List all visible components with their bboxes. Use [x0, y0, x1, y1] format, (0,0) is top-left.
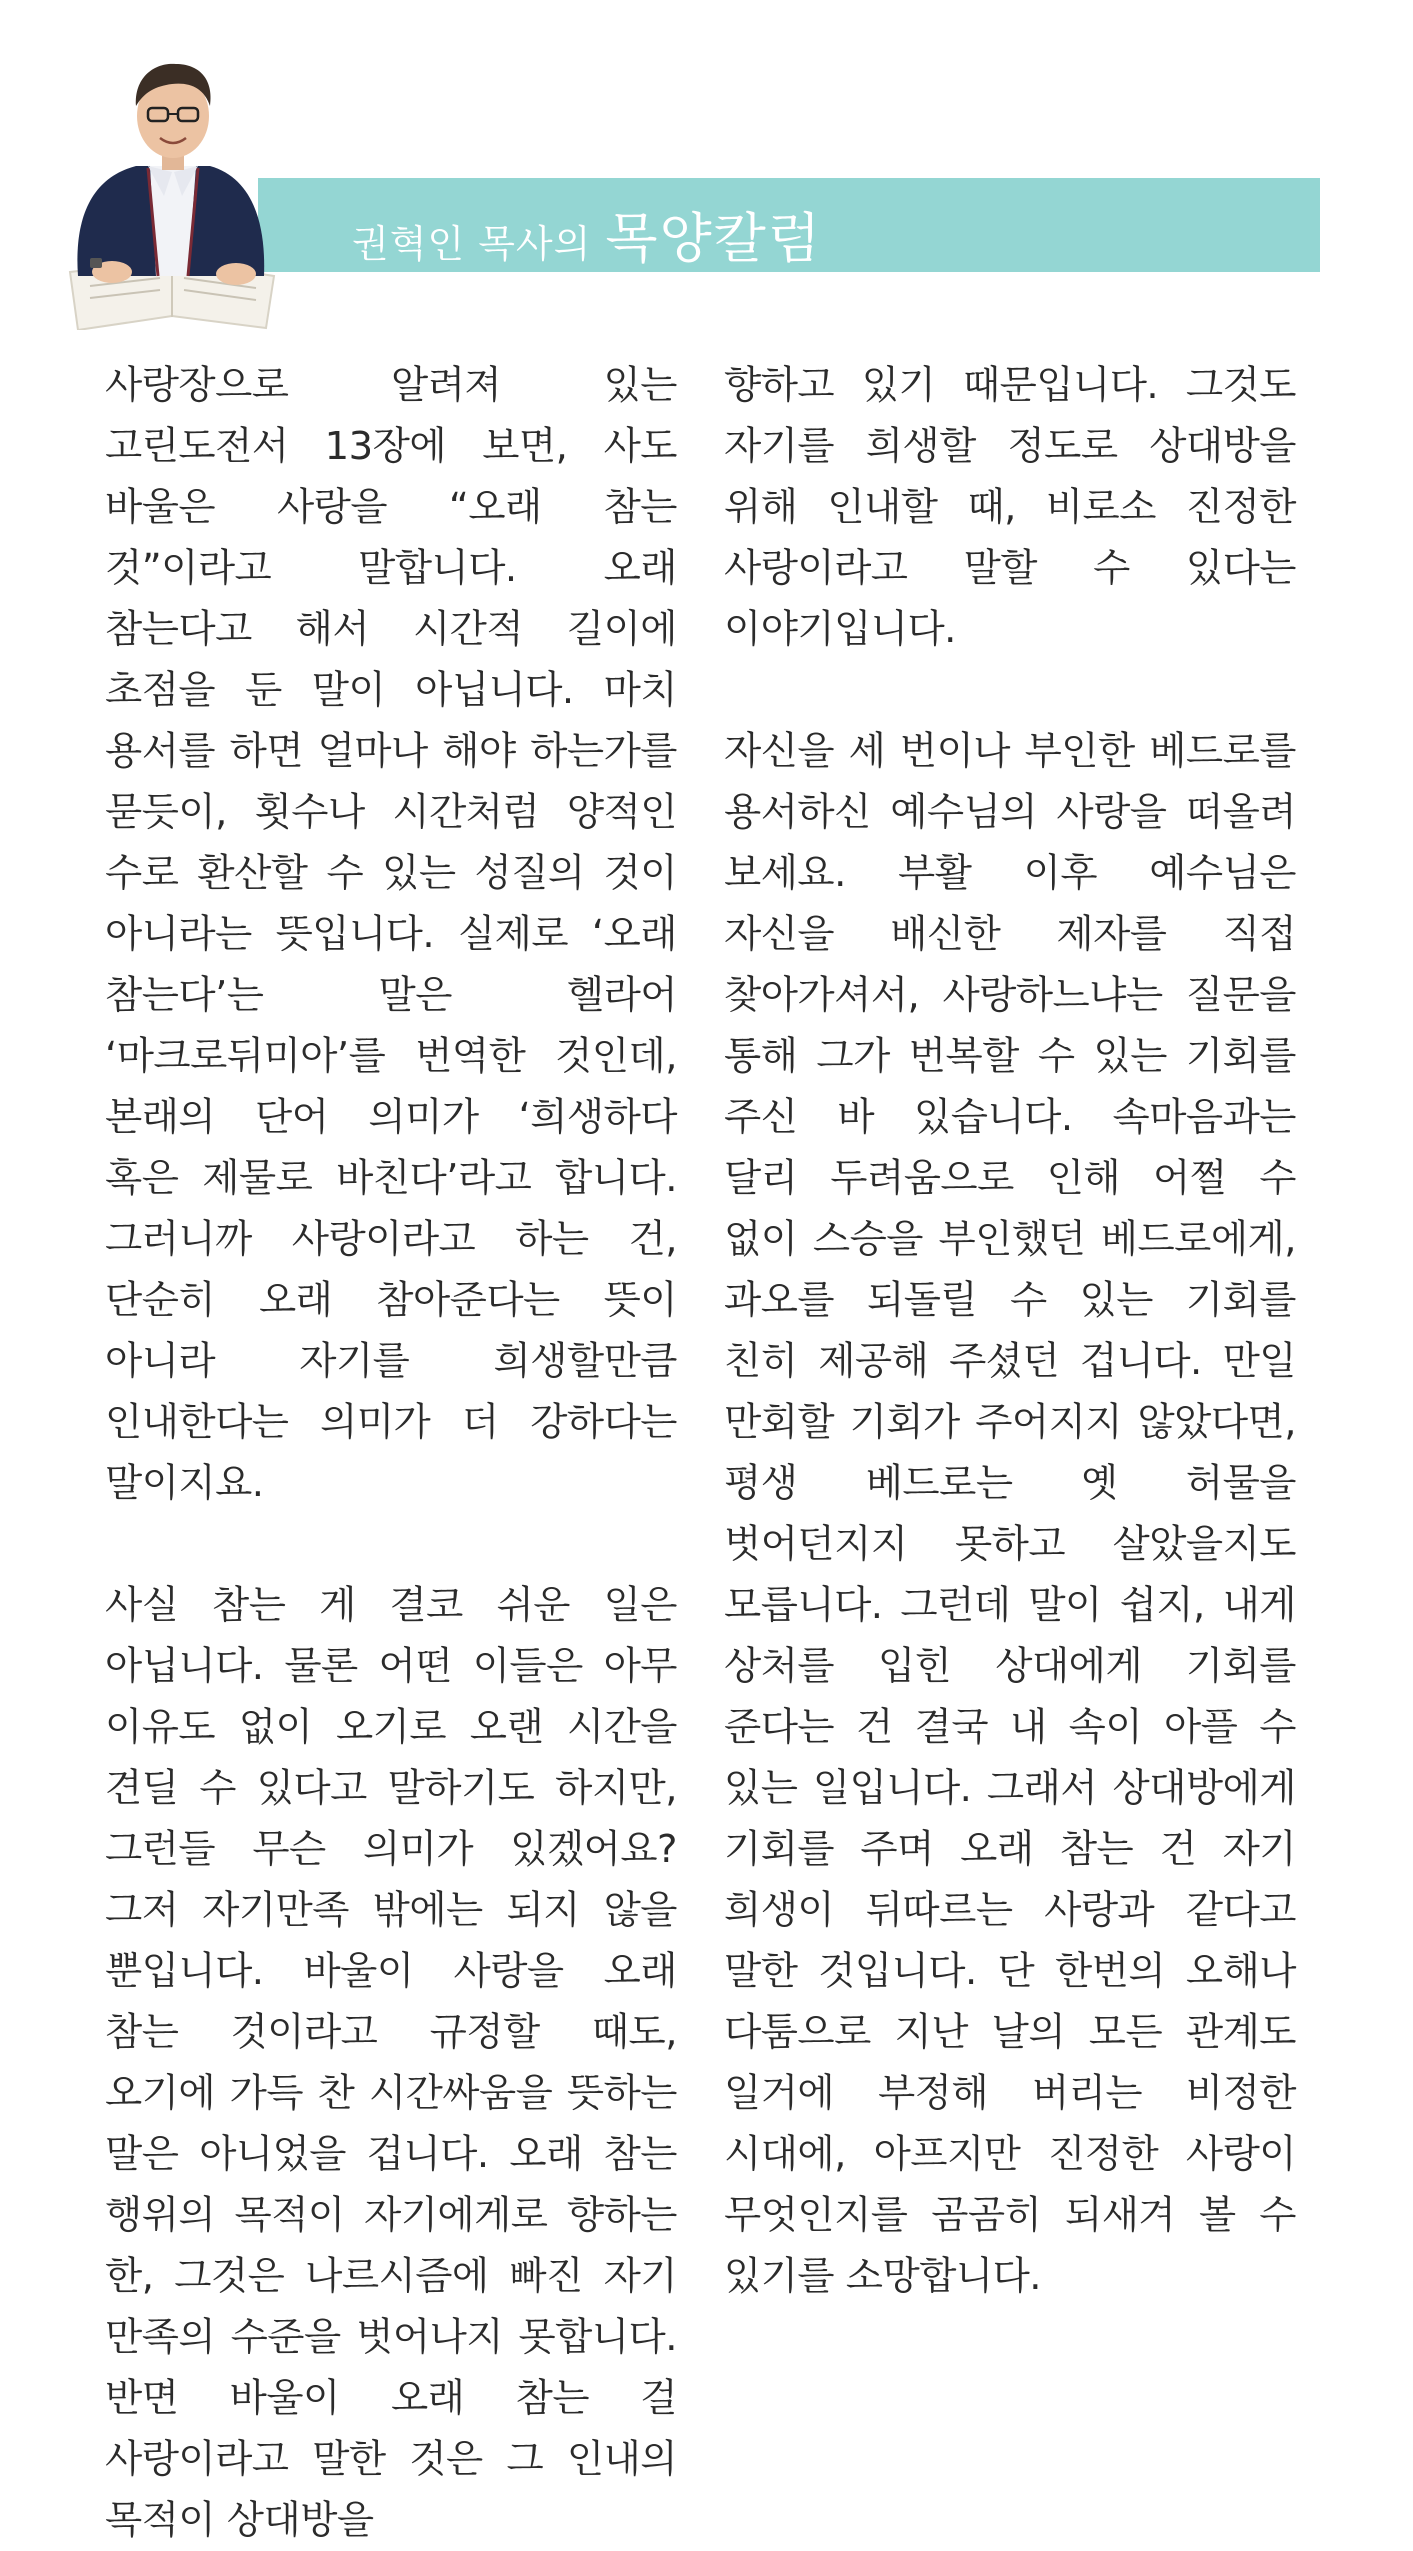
column-header	[0, 0, 1413, 340]
paragraph: 자신을 세 번이나 부인한 베드로를 용서하신 예수님의 사랑을 떠올려 보세요. 부활 이후 예수님은 자신을 배신한 제자를 직접 찾아가셔서, 사랑하느냐는 질문을 통해 그가 번복할 수 있는 기회를 주신 바 있습니다. 속마음과는 달리 두려움으로 인해 어쩔 수 없이 스승을 부인했던 베드로에게, 과오를 되돌릴 수 있는 기회를 친히 제공해 주셨던 겁니다. 만일 만회할 기회가 주어지지 않았다면, 평생 베드로는 옛 허물을 벗어던지지 못하고 살았을지도 모릅니다. 그런데 말이 쉽지, 내게 상처를 입힌 상대에게 기회를 준다는 건 결국 내 속이 아플 수 있는 일입니다. 그래서 상대방에게 기회를 주며 오래 참는 건 자기 희생이 뒤따르는 사랑과 같다고 말한 것입니다. 단 한번의 오해나 다툼으로 지난 날의 모든 관계도 일거에 부정해 버리는 비정한 시대에, 아프지만 진정한 사랑이 무엇인지를 곰곰히 되새겨 볼 수 있기를 소망합니다.	[724, 729, 1296, 2299]
paragraph: 사랑장으로 알려져 있는 고린도전서 13장에 보면, 사도 바울은 사랑을 “오래 참는 것”이라고 말합니다. 오래 참는다고 해서 시간적 길이에 초점을 둔 말이 아닙니다. 마치 용서를 하면 얼마나 해야 하는가를 묻듯이, 횟수나 시간처럼 양적인 수로 환산할 수 있는 성질의 것이 아니라는 뜻입니다. 실제로 ‘오래 참는다’는 말은 헬라어 ‘마크로뒤미아’를 번역한 것인데, 본래의 단어 의미가 ‘희생하다 혹은 제물로 바친다’라고 합니다. 그러니까 사랑이라고 하는 건, 단순히 오래 참아준다는 뜻이 아니라 자기를 희생할만큼 인내한다는 의미가 더 강하다는 말이지요.	[105, 363, 677, 1506]
title-main: 목양칼럼	[605, 207, 822, 270]
paragraph: 사실 참는 게 결코 쉬운 일은 아닙니다. 물론 어떤 이들은 아무 이유도 없이 오기로 오랜 시간을 견딜 수 있다고 말하기도 하지만, 그런들 무슨 의미가 있겠어요? 그저 자기만족 밖에는 되지 않을 뿐입니다. 바울이 사랑을 오래 참는 것이라고 규정할 때도, 오기에 가득 찬 시간싸움을 뜻하는 말은 아니었을 겁니다. 오래 참는 행위의 목적이 자기에게로 향하는 한, 그것은 나르시즘에 빠진 자기 만족의 수준을 벗어나지 못합니다. 반면 바울이 오래 참는 걸 사랑이라고 말한 것은 그 인내의 목적이 상대방을	[105, 1583, 677, 2543]
right-column	[724, 355, 1296, 2307]
title-prefix: 권혁인 목사의	[352, 222, 592, 266]
paragraph: 향하고 있기 때문입니다. 그것도 자기를 희생할 정도로 상대방을 위해 인내할 때, 비로소 진정한 사랑이라고 말할 수 있다는 이야기입니다.	[724, 363, 1296, 652]
left-column	[105, 355, 677, 2551]
column-title	[352, 196, 822, 270]
pastor-portrait-photo	[60, 40, 280, 330]
